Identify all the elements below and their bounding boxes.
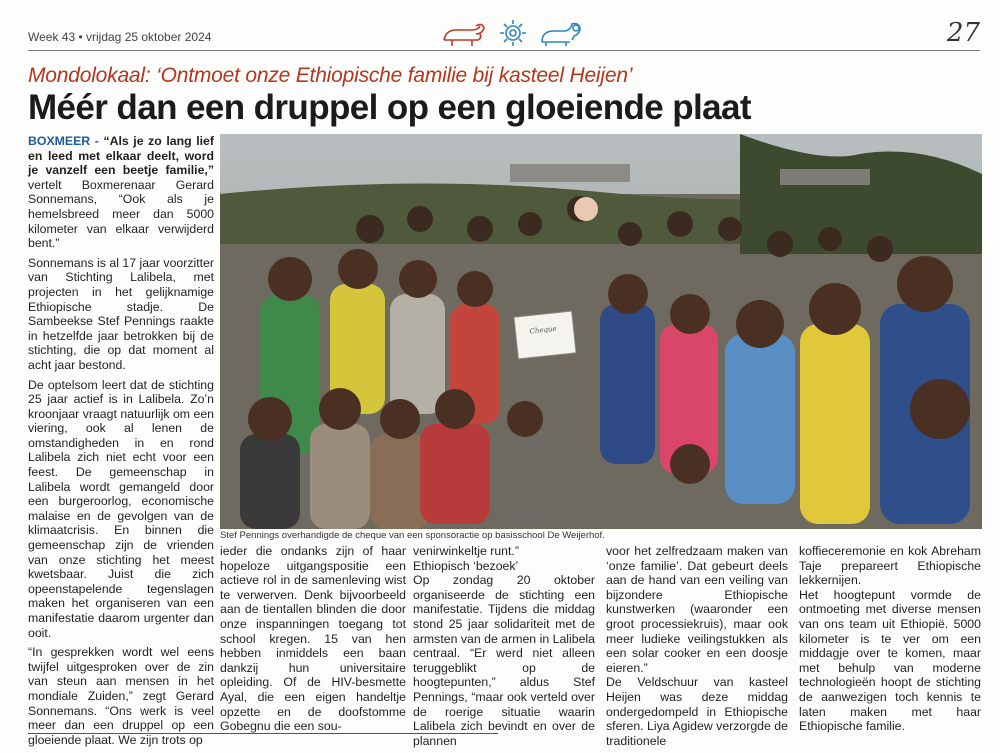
page-number: 27 [946, 18, 980, 48]
lead-paragraph [28, 134, 214, 251]
article-headline: Méér dan een druppel op een gloeiende plaat [28, 88, 751, 127]
subheading: Ethiopisch ‘bezoek’ [413, 558, 519, 573]
lead-attribution: vertelt Boxmerenaar Gerard Sonnemans, “Ook als je hemelsbreed meer dan 5000 kilometer van elkaar verwijderd bent.” [28, 177, 214, 251]
page-header [28, 18, 980, 50]
bull-icon [444, 24, 484, 46]
article-kicker: Mondolokaal: ‘Ontmoet onze Ethiopische familie bij kasteel Heijen’ [28, 64, 633, 87]
column-3 [413, 544, 595, 753]
body-paragraph-5: venirwinkeltje runt.” [413, 544, 519, 558]
masthead-logos [438, 18, 588, 48]
column-5 [799, 544, 981, 739]
lead-quote: “Als je zo lang lief en leed met elkaar deelt, word je vanzelf een beetje familie,” [28, 134, 214, 178]
footer-rule [28, 733, 498, 734]
body-paragraph-2: De optelsom leert dat de stichting 25 jaar actief is in Lalibela. Zo’n kroonjaar vraagt natuurlijk om een viering, ook al lenen de omstandigheden in en rond Lalibela zich niet echt voor een feest. De gemeenschap in Lalibela wordt gemangeld door een burgeroorlog, economische malaise en de gevolgen van de klimaatcrisis. En binnen die gemeenschap zijn de vrienden van onze stichting het meest kwetsbaar. Juist die zich opeenstapelende tegenslagen maken het organiseren van een manifestatie daarom urgenter dan ooit. [28, 377, 214, 640]
body-paragraph-10: Het hoogtepunt vormde de ontmoeting met diverse mensen van ons team uit Ethiopië. 5000 kilometer is te ver om een middagje over te komen, maar met behulp van moderne technologieën hoopt de stichting de aanwezigen toch kennis te laten maken met haar Ethiopische familie. [799, 587, 981, 734]
body-paragraph-4: ieder die ondanks zijn of haar hopeloze uitgangspositie een actieve rol in de samenleving wist te verwerven. Denk bijvoorbeeld aan de tientallen blinden die door onze inspanningen toegang tot school kregen. 15 van hen hebben inmiddels een baan dankzij hun universitaire opleiding. Of de HIV-besmette Ayal, die een eigen handeltje opzette en de doofstomme Gobegnu die een sou- [220, 544, 406, 734]
dateline: BOXMEER - [28, 134, 104, 148]
group-photo-illustration [220, 134, 982, 529]
body-paragraph-3: “In gesprekken wordt wel eens twijfel uitgesproken over de zin van steun aan mensen in het mondiale Zuiden,” zegt Gerard Sonnemans. “Ons werk is veel meer dan een druppel op een gloeiende plaat. We zijn trots op [28, 645, 214, 747]
issue-date: Week 43 • vrijdag 25 oktober 2024 [28, 30, 212, 44]
column-2 [220, 544, 406, 739]
cheque-text: Cheque [529, 324, 557, 336]
column-4 [606, 544, 788, 753]
body-paragraph-9: koffieceremonie en kok Abreham Taje prepareert Ethiopische lekkernijen. [799, 544, 981, 588]
body-paragraph-7: voor het zelfredzaam maken van ‘onze familie’. Dat gebeurt deels aan de hand van een veiling van bijzondere Ethiopische kunstwerken (waaronder een groot processiekruis), maar ook meer ludieke veilingstukken als een solar cooker en een doosje eieren.” [606, 544, 788, 675]
ram-icon [542, 24, 580, 47]
cheque [514, 311, 576, 359]
body-paragraph-8: De Veldschuur van kasteel Heijen was deze middag ondergedompeld in Ethiopische sferen. Liya Agidew verzorgde de traditionele [606, 675, 788, 748]
sun-ornament-icon [500, 20, 526, 46]
column-1 [28, 134, 214, 752]
photo-caption: Stef Pennings overhandigde de cheque van een sponsoractie op basisschool De Weijerhof. [220, 530, 605, 541]
body-paragraph-1: Sonnemans is al 17 jaar voorzitter van Stichting Lalibela, met projecten in het gelijknamige Ethiopische stadje. De Sambeekse Stef Pennings raakte in hetzelfde jaar betrokken bij de stichting, die op dat moment al acht jaar bestond. [28, 255, 214, 372]
article-photo [220, 134, 982, 529]
header-rule [28, 50, 980, 51]
body-paragraph-6: Op zondag 20 oktober organiseerde de stichting een manifestatie. Tijdens die middag stond 25 jaar solidariteit met de armsten van de armen in Lalibela centraal. “Er werd niet alleen teruggeblikt op de hoogtepunten,” aldus Stef Pennings, “maar ook verteld over de roerige situatie waarin Lalibela zich bevindt en over de plannen [413, 573, 595, 748]
